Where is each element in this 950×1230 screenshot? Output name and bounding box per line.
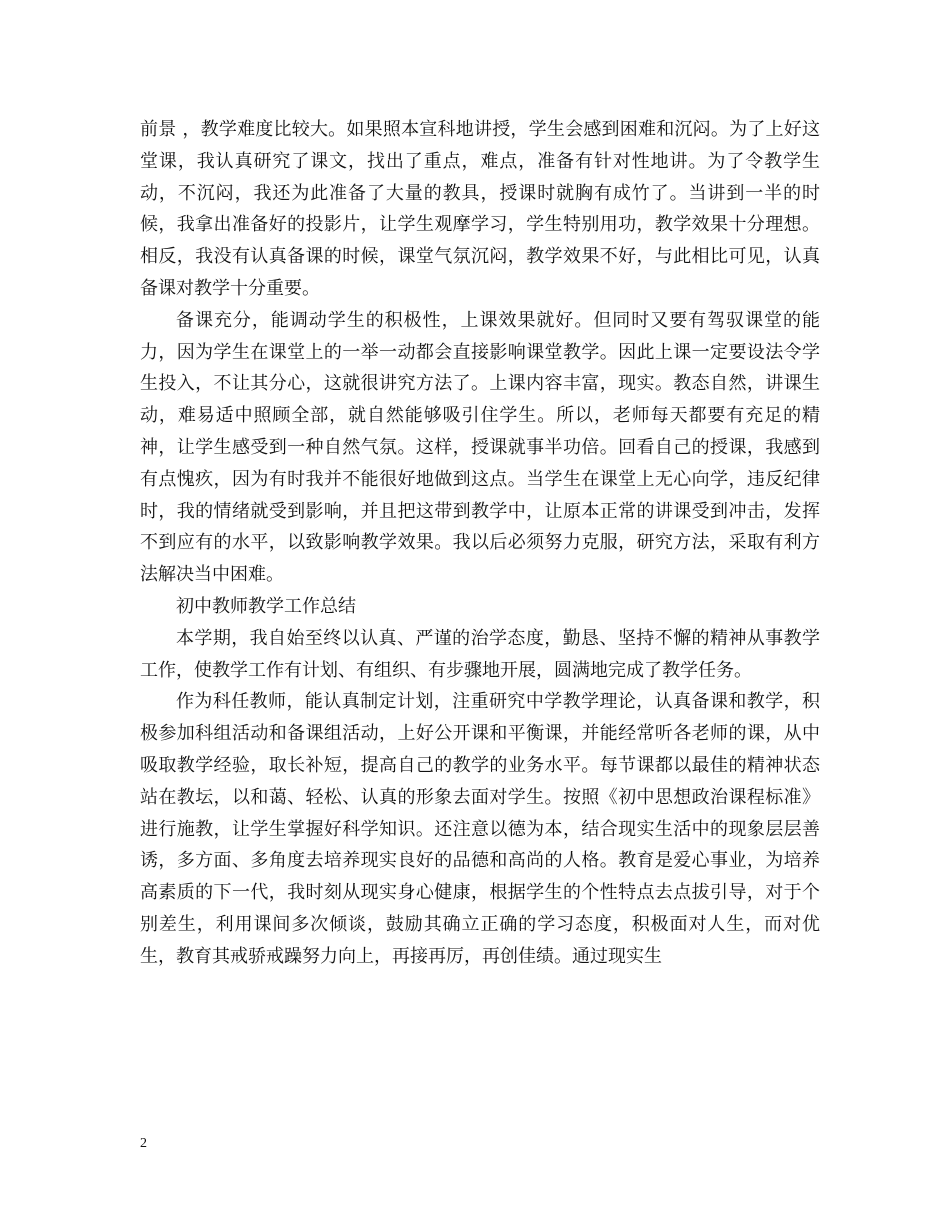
paragraph-1: 前景 ，教学难度比较大。如果照本宣科地讲授，学生会感到困难和沉闷。为了上好这堂课，我认真研究了课文，找出了重点，难点，准备有针对性地讲。为了令教学生动，不沉闷，我还为此准备了大量的教具，授课时就胸有成竹了。当讲到一半的时候，我拿出准备好的投影片，让学生观摩学习，学生特别用功，教学效果十分理想。相反，我没有认真备课的时候，课堂气氛沉闷，教学效果不好，与此相比可见，认真备课对教学十分重要。: [140, 119, 820, 299]
paragraph-2: 备课充分，能调动学生的积极性，上课效果就好。但同时又要有驾驭课堂的能力，因为学生在课堂上的一举一动都会直接影响课堂教学。因此上课一定要设法令学生投入，不让其分心，这就很讲究方法了。上课内容丰富，现实。教态自然，讲课生动，难易适中照顾全部，就自然能够吸引住学生。所以，老师每天都要有充足的精神，让学生感受到一种自然气氛。这样，授课就事半功倍。回看自己的授课，我感到有点愧疚，因为有时我并不能很好地做到这点。当学生在课堂上无心向学，违反纪律时，我的情绪就受到影响，并且把这带到教学中，让原本正常的讲课受到冲击，发挥不到应有的水平，以致影响教学效果。我以后必须努力克服，研究方法，采取有利方法解决当中困难。: [140, 309, 820, 586]
section-heading: 初中教师教学工作总结: [176, 595, 356, 617]
document-body: [140, 114, 820, 973]
page-number: 2: [140, 1136, 147, 1151]
paragraph-3: 本学期，我自始至终以认真、严谨的治学态度，勤恳、坚持不懈的精神从事教学工作，使教学工作有计划、有组织、有步骤地开展，圆满地完成了教学任务。: [140, 627, 820, 681]
paragraph-4: 作为科任教师，能认真制定计划，注重研究中学教学理论，认真备课和教学，积极参加科组活动和备课组活动，上好公开课和平衡课，并能经常听各老师的课，从中吸取教学经验，取长补短，提高自己的教学的业务水平。每节课都以最佳的精神状态站在教坛，以和蔼、轻松、认真的形象去面对学生。按照《初中思想政治课程标准》进行施教，让学生掌握好科学知识。还注意以德为本，结合现实生活中的现象层层善诱，多方面、多角度去培养现实良好的品德和高尚的人格。教育是爱心事业，为培养高素质的下一代，我时刻从现实身心健康，根据学生的个性特点去点拔引导，对于个别差生，利用课间多次倾谈，鼓励其确立正确的学习态度，积极面对人生，而对优生，教育其戒骄戒躁努力向上，再接再厉，再创佳绩。通过现实生: [140, 691, 820, 967]
